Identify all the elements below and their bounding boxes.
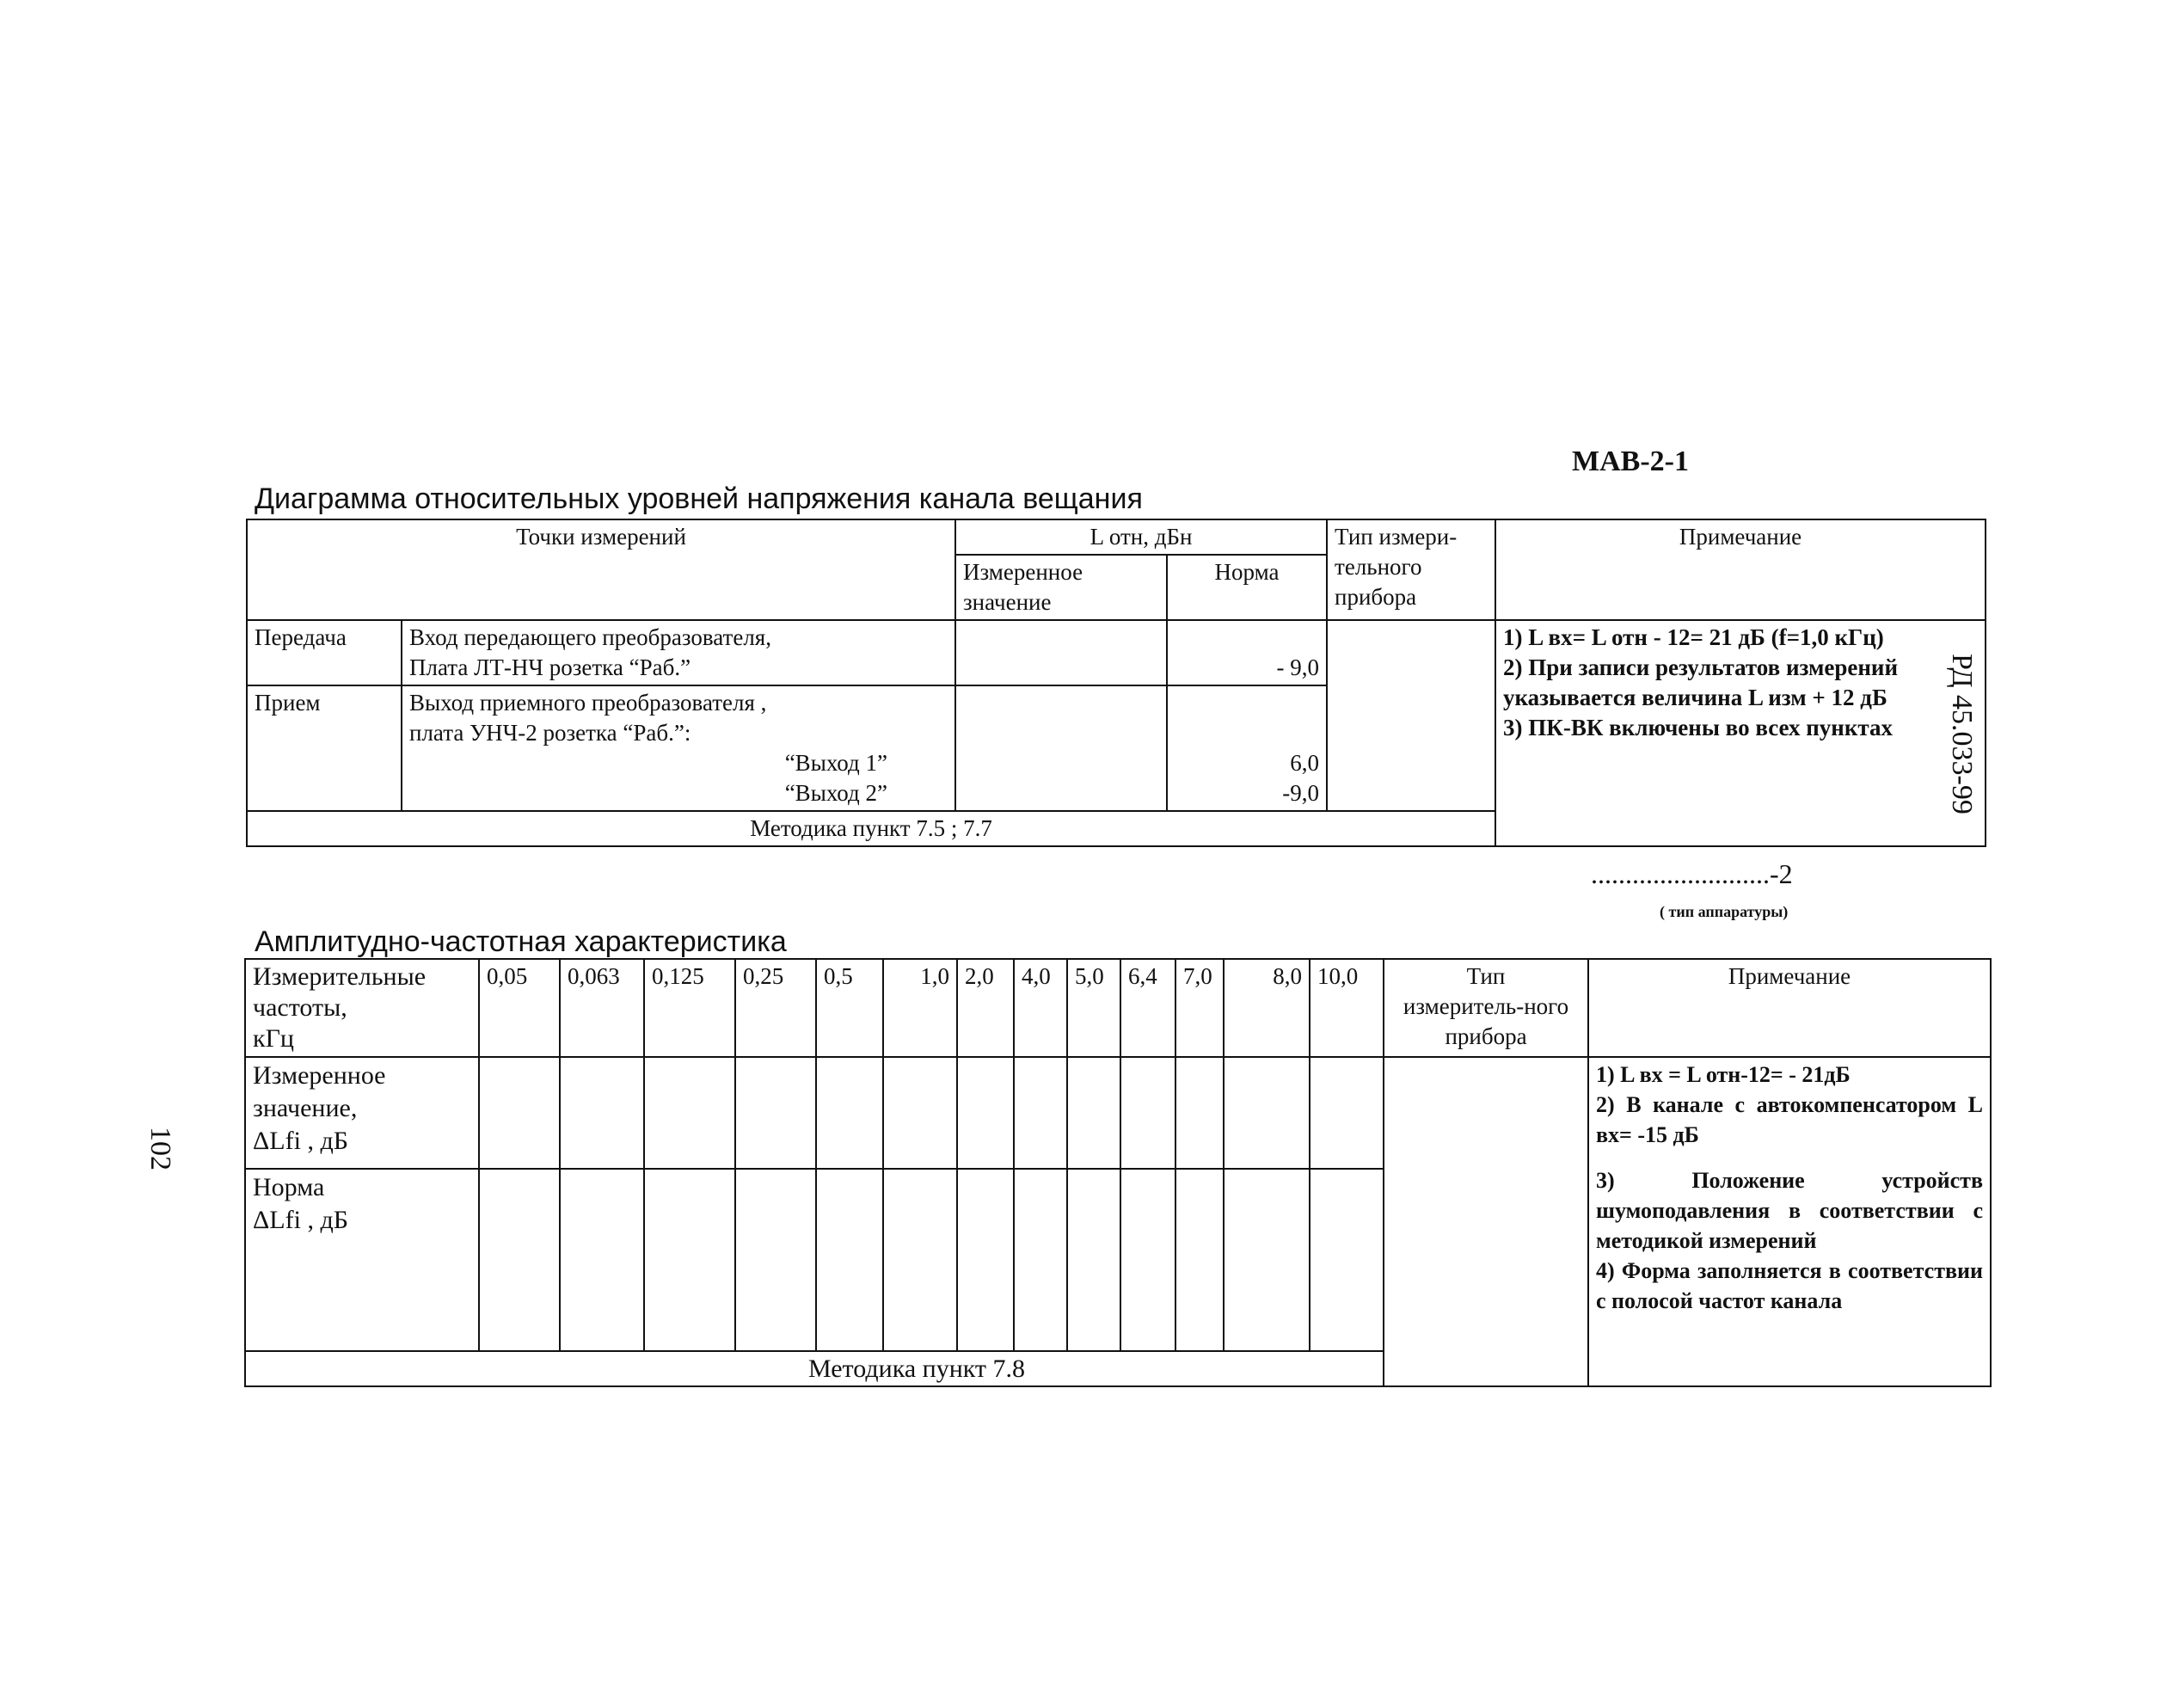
device-cell[interactable] — [1327, 620, 1495, 811]
label-line: частоты, — [253, 993, 347, 1022]
norm-value: -9,0 — [1282, 780, 1320, 806]
notes-cell — [1588, 1057, 1991, 1386]
row-mode-transmit: Передача — [247, 620, 402, 685]
norm-cell[interactable] — [479, 1169, 560, 1351]
page-number: 102 — [144, 1127, 176, 1170]
header-level: L отн, дБн — [955, 519, 1327, 555]
measured-cell[interactable] — [1067, 1057, 1120, 1169]
norm-value: 6,0 — [1290, 750, 1320, 776]
frequency-header: 0,25 — [735, 959, 816, 1057]
label-line: Измерительные — [253, 962, 427, 991]
measured-cell[interactable] — [957, 1057, 1014, 1169]
method-reference: Методика пункт 7.5 ; 7.7 — [247, 811, 1495, 846]
norm-cell[interactable] — [1120, 1169, 1175, 1351]
table2-title: Амплитудно-частотная характеристика — [255, 925, 787, 958]
note-header: Примечание — [1588, 959, 1991, 1057]
header-measured: Измеренное значение — [955, 555, 1167, 620]
method-reference: Методика пункт 7.8 — [245, 1351, 1588, 1386]
frequency-header: 0,05 — [479, 959, 560, 1057]
header-points: Точки измерений — [247, 519, 955, 620]
device-header — [1384, 959, 1588, 1057]
measured-cell[interactable] — [1224, 1057, 1310, 1169]
frequency-header: 6,4 — [1120, 959, 1175, 1057]
norm-cell[interactable] — [883, 1169, 957, 1351]
label-line: Измеренное — [253, 1061, 386, 1090]
frequency-header: 0,125 — [644, 959, 735, 1057]
row-point-receive — [402, 685, 955, 811]
point-line: Вход передающего преобразователя, — [409, 624, 771, 650]
output-label: “Выход 1” — [784, 750, 888, 776]
norm-cell[interactable] — [644, 1169, 735, 1351]
norm-cell[interactable] — [957, 1169, 1014, 1351]
frequency-response-table — [244, 958, 1992, 1387]
frequency-header: 5,0 — [1067, 959, 1120, 1057]
row-mode-receive: Прием — [247, 685, 402, 811]
norm-cell[interactable] — [1014, 1169, 1067, 1351]
label-line: ΔLfi , дБ — [253, 1206, 348, 1234]
norm-cell: - 9,0 — [1167, 620, 1327, 685]
row-point-transmit — [402, 620, 955, 685]
measured-cell[interactable] — [816, 1057, 883, 1169]
measured-cell[interactable] — [1120, 1057, 1175, 1169]
frequency-header: 10,0 — [1310, 959, 1384, 1057]
label-line: значение, — [253, 1094, 358, 1122]
apparatus-type-caption: ( тип аппаратуры) — [1660, 903, 1789, 920]
device-line: измеритель-ного — [1403, 993, 1569, 1019]
apparatus-type-field[interactable]: ..........................-2 — [1591, 858, 1793, 889]
label-line: ΔLfi , дБ — [253, 1127, 348, 1155]
frequency-header: 2,0 — [957, 959, 1014, 1057]
output-label: “Выход 2” — [784, 780, 888, 806]
norm-cell[interactable] — [1067, 1169, 1120, 1351]
device-cell[interactable] — [1384, 1057, 1588, 1386]
norm-cell[interactable] — [735, 1169, 816, 1351]
norm-label-cell — [245, 1169, 479, 1351]
header-norm: Норма — [1167, 555, 1327, 620]
note-line: указывается величина L изм + 12 дБ — [1503, 685, 1887, 710]
point-line: плата УНЧ-2 розетка “Раб.”: — [409, 720, 691, 746]
frequency-header: 7,0 — [1175, 959, 1224, 1057]
notes-cell — [1495, 620, 1986, 846]
measured-cell[interactable] — [1310, 1057, 1384, 1169]
measured-cell[interactable] — [479, 1057, 560, 1169]
measured-cell[interactable] — [1014, 1057, 1067, 1169]
measured-cell[interactable] — [560, 1057, 644, 1169]
measured-cell[interactable] — [955, 620, 1167, 685]
label-line: Норма — [253, 1173, 325, 1201]
measured-cell[interactable] — [735, 1057, 816, 1169]
norm-cell[interactable] — [1175, 1169, 1224, 1351]
document-code: РД 45.033-99 — [1946, 654, 1978, 814]
note-line: 1) L вх= L отн - 12= 21 дБ (f=1,0 кГц) — [1503, 624, 1884, 650]
measured-label-cell — [245, 1057, 479, 1169]
note-line: 3) Положение устройств шумоподавления в соответствии с методикой измерений — [1596, 1168, 1983, 1253]
norm-cell[interactable] — [816, 1169, 883, 1351]
note-line: 2) В канале с автокомпенсатором L вх= -15 дБ — [1596, 1092, 1983, 1147]
point-line: Выход приемного преобразователя , — [409, 690, 767, 716]
norm-cell[interactable] — [560, 1169, 644, 1351]
note-line: 3) ПК-ВК включены во всех пунктах — [1503, 715, 1893, 740]
frequency-label-cell — [245, 959, 479, 1057]
norm-cell[interactable] — [1310, 1169, 1384, 1351]
point-line: Плата ЛТ-НЧ розетка “Раб.” — [409, 654, 691, 680]
device-line: Тип — [1466, 963, 1506, 989]
device-line: прибора — [1445, 1023, 1527, 1049]
header-note: Примечание — [1495, 519, 1986, 620]
frequency-header: 4,0 — [1014, 959, 1067, 1057]
measured-cell[interactable] — [644, 1057, 735, 1169]
note-line: 4) Форма заполняется в соответствии с полосой частот канала — [1596, 1258, 1983, 1313]
note-line: 2) При записи результатов измерений — [1503, 654, 1899, 680]
frequency-header: 1,0 — [883, 959, 957, 1057]
measured-cell[interactable] — [883, 1057, 957, 1169]
table1-title: Диаграмма относительных уровней напряжения канала вещания — [255, 482, 1143, 515]
label-line: кГц — [253, 1024, 294, 1053]
measured-cell[interactable] — [1175, 1057, 1224, 1169]
header-device: Тип измери-тельного прибора — [1327, 519, 1495, 620]
norm-cell[interactable] — [1224, 1169, 1310, 1351]
measured-cell[interactable] — [955, 685, 1167, 811]
norm-cell — [1167, 685, 1327, 811]
level-diagram-table — [246, 519, 1986, 847]
note-line: 1) L вх = L отн-12= - 21дБ — [1596, 1062, 1851, 1087]
frequency-header: 0,5 — [816, 959, 883, 1057]
form-code: МАВ-2-1 — [1572, 445, 1689, 477]
frequency-header: 0,063 — [560, 959, 644, 1057]
frequency-header: 8,0 — [1224, 959, 1310, 1057]
